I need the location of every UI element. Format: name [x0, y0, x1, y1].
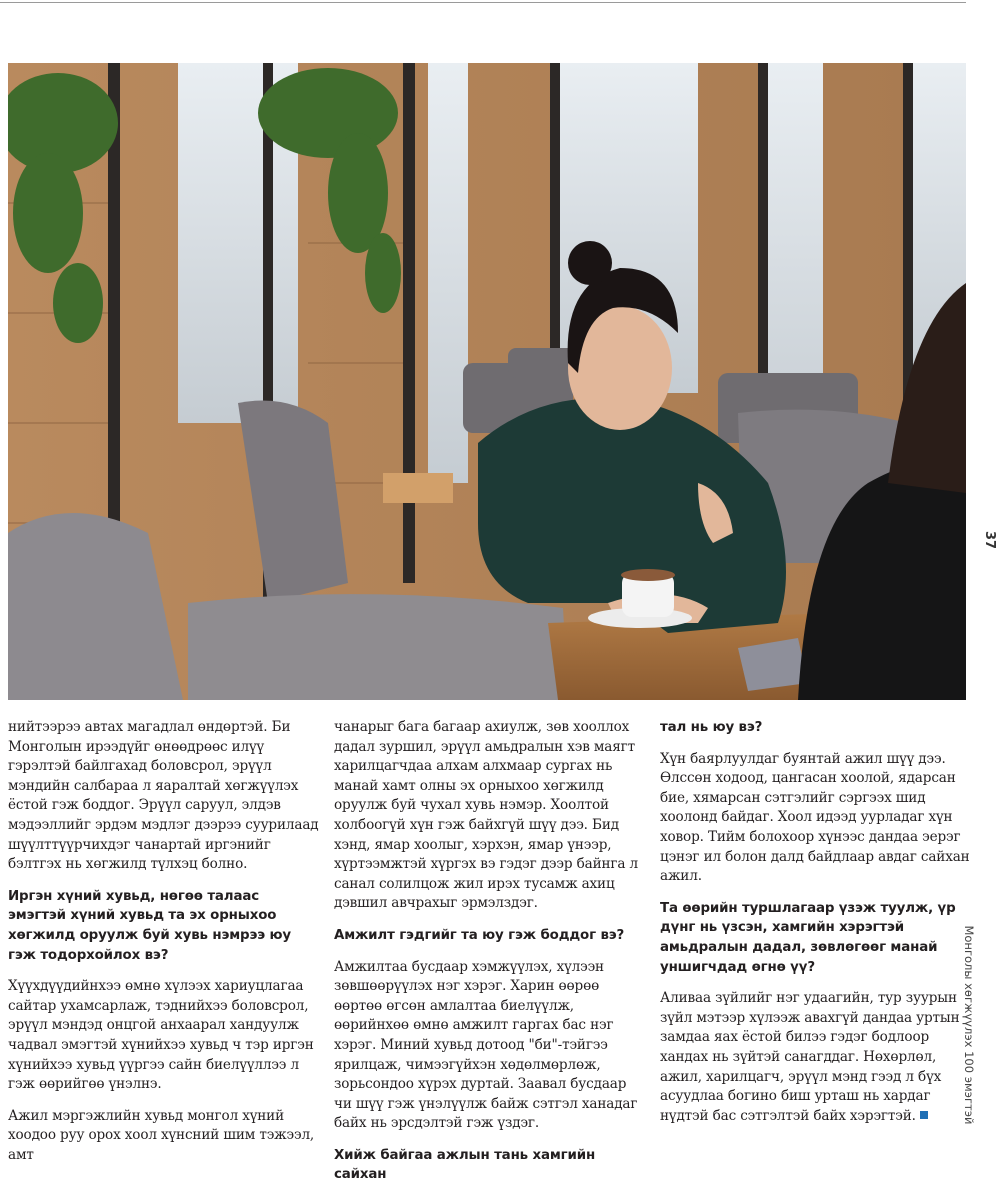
interview-photo [8, 63, 966, 700]
text-column-1 [8, 718, 320, 1177]
text-column-3 [660, 718, 972, 1138]
question-heading: Иргэн хүний хувьд, нөгөө талаас эмэгтэй хүний хувьд та эх орныхоо хөгжилд оруулж буй хувь нэмрээ юу гэж тодорхойлох вэ? [8, 888, 292, 963]
question-heading: Хийж байгаа ажлын тань хамгийн сайхан [334, 1147, 596, 1183]
body-paragraph: Ажил мэргэжлийн хувьд монгол хүний хоодоо руу орох хоол хүнсний шим тэжээл, амт [8, 1107, 315, 1163]
page-number: 37 [982, 530, 997, 550]
text-column-2 [334, 718, 646, 1197]
body-paragraph: Хүүхдүүдийнхээ өмнө хүлээх хариуцлагаа сайтар ухамсарлаж, тэднийхээ боловсрол, эрүүл мэндэд онцгой анхаарал хандуулж чадвал эмэгтэй хүнийхээ хувьд ч тэр иргэн хүнийхээ хувьд үүргээ сайн биелүүллээ л гэж өөрийгөө үнэлнэ. [8, 978, 314, 1093]
question-heading: Амжилт гэдгийг та юу гэж боддог вэ? [334, 927, 625, 943]
body-paragraph: нийтээрээ автах магадлал өндөртэй. Би Монголын ирээдүйг өнөөдрөөс илүү гэрэлтэй байлгахад боловсрол, эрүүл мэндийн салбараа л яаралтай хөгжүүлэх ёстой гэж боддог. Эрүүл саруул, элдэв мэдээллийг эрдэм мэдлэг дээрээ суурилаад шүүлттүүрчихдэг чанартай иргэнийг бэлтгэх нь хөгжилд түлхэц болно. [8, 719, 319, 873]
running-head: Монголы хөгжүүлэх 100 эмэгтэй [962, 925, 976, 1125]
body-paragraph: Хүн баярлуулдаг буянтай ажил шүү дээ. Өлссөн ходоод, цангасан хоолой, ядарсан бие, хямарсан сэтгэлийг сэргээх шид хоолонд байдаг. Хоол идээд уурладаг хүн ховор. Тийм болохоор хүнээс дандаа эерэг цэнэг ил болон далд байдлаар авдаг сайхан ажил. [660, 750, 970, 885]
body-paragraph: Амжилтаа бусдаар хэмжүүлэх, хүлээн зөвшөөрүүлэх нэг хэрэг. Харин өөрөө өөртөө өгсөн амлалтаа биелүүлж, өөрийнхөө өмнө амжилт гаргах бас нэг хэрэг. Миний хувьд дотоод "би"-тэйгээ ярилцаж, чимээгүйхэн хөдөлмөрлөж, зорьсондоо хүрэх дуртай. Заавал бусдаар чи шүү гэж үнэлүүлж байж сэтгэл ханадаг байх нь эрсдэлтэй гэж үздэг. [334, 958, 638, 1132]
body-paragraph: Аливаа зүйлийг нэг удаагийн, тур зуурын зүйл мэтээр хүлээж авахгүй дандаа уртын замдаа яах ёстой билээ гэдэг бодлоор хандах нь зүйтэй санагддаг. Нөхөрлөл, ажил, харилцагч, эрүүл мэнд гээд л бүх асуудлаа богино биш урташ нь хардаг нүдтэй бас сэтгэлтэй байх хэрэгтэй. [660, 990, 960, 1124]
question-heading: тал нь юу вэ? [660, 720, 763, 735]
photo-illustration [8, 63, 966, 700]
question-heading: Та өөрийн туршлагаар үзэж туулж, үр дүнг нь үзсэн, хамгийн хэрэгтэй амьдралын дадал, зөвлөгөөг манай уншигчдад өгнө үү? [660, 900, 956, 975]
top-rule [0, 2, 966, 3]
body-paragraph: чанарыг бага багаар ахиулж, зөв хооллох дадал зуршил, эрүүл амьдралын хэв маягт харилцагчдаа алхам алхмаар сургах нь манай хамт олны эх орныхоо хөгжилд оруулж буй чухал хувь нэмэр. Хоолтой холбоогүй хүн гэж байхгүй шүү дээ. Бид хэнд, ямар хоолыг, хэрхэн, ямар үнээр, хүртээмжтэй хүргэх вэ гэдэг дээр байнга л санал солилцож жил ирэх тусамж ахиц дэвшил авчрахыг эрмэлздэг. [334, 719, 638, 912]
